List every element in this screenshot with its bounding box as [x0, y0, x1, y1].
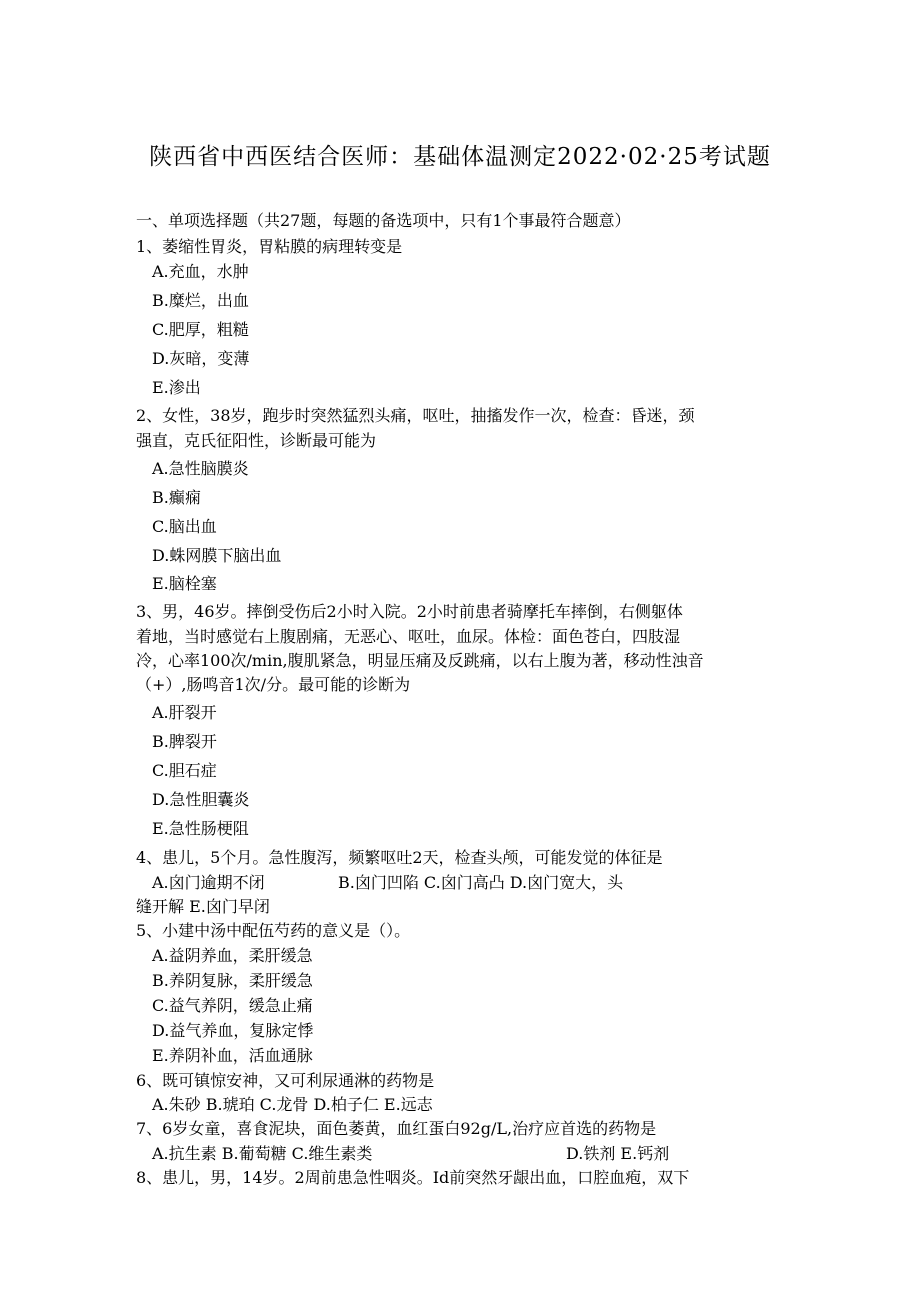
question-2-option-c: C.脑出血 — [152, 517, 217, 536]
question-3-option-b: B.脾裂开 — [152, 732, 217, 751]
question-3-stem-line-2: 着地，当时感觉右上腹剧痛，无恶心、呕吐，血尿。体检：面色苍白，四肢湿 — [136, 627, 681, 646]
question-3-stem-line-4: （+）,肠鸣音1次/分。最可能的诊断为 — [136, 675, 411, 694]
question-5-option-c: C.益气养阴，缓急止痛 — [152, 996, 313, 1015]
question-3-option-e: E.急性肠梗阻 — [152, 819, 249, 838]
question-4-stem: 4、患儿，5个月。急性腹泻，频繁呕吐2天，检查头颅，可能发觉的体征是 — [136, 848, 663, 867]
section-heading: 一、单项选择题（共27题，每题的备选项中，只有1个事最符合题意） — [136, 211, 631, 230]
question-2-option-b: B.癫痫 — [152, 488, 201, 507]
question-6-options: A.朱砂 B.琥珀 C.龙骨 D.柏子仁 E.远志 — [152, 1095, 433, 1114]
question-2-option-a: A.急性脑膜炎 — [152, 459, 249, 478]
question-2-option-e: E.脑栓塞 — [152, 574, 217, 593]
question-5-option-b: B.养阴复脉，柔肝缓急 — [152, 971, 313, 990]
question-1-option-b: B.糜烂，出血 — [152, 291, 249, 310]
question-5-stem: 5、小建中汤中配伍芍药的意义是（）。 — [136, 921, 411, 940]
question-2-stem-line-2: 强直，克氏征阳性，诊断最可能为 — [136, 431, 377, 450]
question-4-option-a: A.囟门逾期不闭 — [152, 873, 265, 892]
question-1-stem: 1、萎缩性胃炎，胃粘膜的病理转变是 — [136, 237, 403, 256]
question-3-option-d: D.急性胆囊炎 — [152, 790, 250, 809]
question-5-option-a: A.益阴养血，柔肝缓急 — [152, 946, 313, 965]
question-2-option-d: D.蛛网膜下脑出血 — [152, 546, 282, 565]
question-5-option-e: E.养阴补血，活血通脉 — [152, 1046, 313, 1065]
question-6-stem: 6、既可镇惊安神，又可利尿通淋的药物是 — [136, 1071, 435, 1090]
question-1-option-c: C.肥厚，粗糙 — [152, 320, 249, 339]
question-8-stem: 8、患儿，男，14岁。2周前患急性咽炎。Id前突然牙龈出血，口腔血疱，双下 — [136, 1168, 690, 1187]
question-4-options-b-to-d: B.囟门凹陷 C.囟门高凸 D.囟门宽大，头 — [338, 873, 624, 892]
question-3-stem-line-3: 冷，心率100次/min,腹肌紧急，明显压痛及反跳痛，以右上腹为著，移动性浊音 — [136, 651, 704, 670]
question-7-options-a-to-c: A.抗生素 B.葡萄糖 C.维生素类 — [152, 1144, 373, 1163]
question-7-options-d-to-e: D.铁剂 E.钙剂 — [566, 1144, 670, 1163]
question-1-option-a: A.充血，水肿 — [152, 262, 249, 281]
page-title: 陕西省中西医结合医师：基础体温测定2022·02·25考试题 — [149, 144, 771, 170]
question-2-stem-line-1: 2、女性，38岁，跑步时突然猛烈头痛，呕吐，抽搐发作一次，检查：昏迷，颈 — [136, 406, 695, 425]
question-4-options-continued: 缝开解 E.囟门早闭 — [136, 897, 270, 916]
question-1-option-e: E.渗出 — [152, 378, 201, 397]
question-3-stem-line-1: 3、男，46岁。摔倒受伤后2小时入院。2小时前患者骑摩托车摔倒，右侧躯体 — [136, 602, 683, 621]
question-5-option-d: D.益气养血，复脉定悸 — [152, 1021, 314, 1040]
question-3-option-a: A.肝裂开 — [152, 703, 217, 722]
question-3-option-c: C.胆石症 — [152, 761, 217, 780]
question-7-stem: 7、6岁女童，喜食泥块，面色萎黄，血红蛋白92g/L,治疗应首选的药物是 — [136, 1119, 657, 1138]
question-1-option-d: D.灰暗，变薄 — [152, 349, 250, 368]
